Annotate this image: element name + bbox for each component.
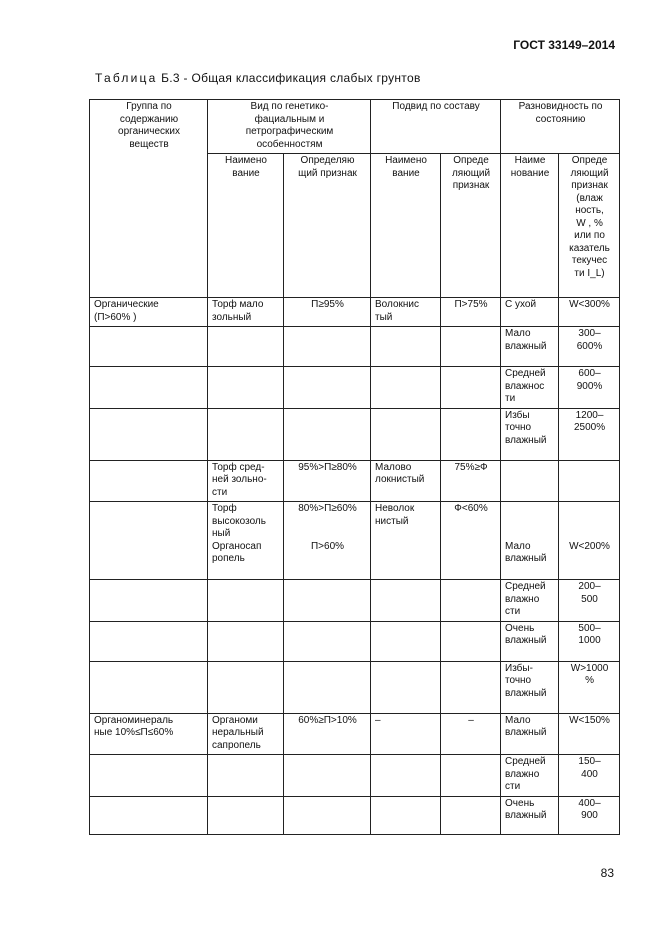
cell-state-name: Избы- точно влажный — [501, 661, 559, 713]
cell-genetic-name — [208, 367, 284, 409]
cell-genetic-name — [208, 621, 284, 661]
cell-state-sign — [559, 460, 620, 502]
table-caption: - Общая классификация слабых грунтов — [179, 71, 421, 85]
cell-composition-sign — [441, 755, 501, 797]
cell-genetic-sign — [284, 408, 371, 460]
cell-group — [90, 460, 208, 502]
cell-composition-sign — [441, 327, 501, 367]
cell-composition-sign — [441, 408, 501, 460]
cell-composition-name: Волокнис тый — [371, 298, 441, 327]
table-row — [90, 298, 620, 327]
cell-group — [90, 408, 208, 460]
cell-genetic-name: Торф мало зольный — [208, 298, 284, 327]
table-row — [90, 755, 620, 797]
cell-state-sign: 150– 400 — [559, 755, 620, 797]
cell-group — [90, 367, 208, 409]
cell-genetic-sign — [284, 621, 371, 661]
table-row — [90, 367, 620, 409]
table-label: Таблица — [95, 71, 158, 85]
cell-state-name: Избы точно влажный — [501, 408, 559, 460]
cell-genetic-sign — [284, 367, 371, 409]
document-header: ГОСТ 33149–2014 — [513, 38, 615, 52]
table-number: Б.3 — [157, 71, 180, 85]
cell-genetic-name: Торф высокозоль ный Органосап ропель — [208, 502, 284, 580]
subheader-genetic-name: Наимено вание — [208, 154, 284, 298]
cell-state-sign: 1200– 2500% — [559, 408, 620, 460]
cell-genetic-sign — [284, 580, 371, 622]
subheader-state-name: Наиме нование — [501, 154, 559, 298]
subheader-composition-name: Наимено вание — [371, 154, 441, 298]
cell-composition-name — [371, 327, 441, 367]
cell-genetic-name — [208, 796, 284, 834]
cell-group — [90, 755, 208, 797]
table-row — [90, 460, 620, 502]
table-row — [90, 621, 620, 661]
cell-composition-name: – — [371, 713, 441, 755]
cell-composition-name — [371, 621, 441, 661]
cell-genetic-sign: 80%>П≥60% П>60% — [284, 502, 371, 580]
cell-state-name — [501, 460, 559, 502]
cell-genetic-name — [208, 661, 284, 713]
cell-composition-name — [371, 796, 441, 834]
table-row — [90, 580, 620, 622]
cell-group: Органоминераль ные 10%≤П≤60% — [90, 713, 208, 755]
cell-state-name: Мало влажный — [501, 713, 559, 755]
table-row — [90, 327, 620, 367]
cell-genetic-sign: 60%≥П>10% — [284, 713, 371, 755]
table-row — [90, 713, 620, 755]
header-composition-subtype: Подвид по составу — [371, 100, 501, 154]
cell-genetic-name — [208, 580, 284, 622]
cell-genetic-name — [208, 408, 284, 460]
cell-genetic-sign: 95%>П≥80% — [284, 460, 371, 502]
cell-state-sign: W>1000 % — [559, 661, 620, 713]
cell-composition-name: Малово локнистый — [371, 460, 441, 502]
cell-composition-name — [371, 408, 441, 460]
cell-genetic-sign — [284, 796, 371, 834]
cell-group — [90, 327, 208, 367]
cell-group — [90, 661, 208, 713]
cell-group — [90, 796, 208, 834]
cell-composition-sign: П>75% — [441, 298, 501, 327]
cell-genetic-name: Органоми неральный сапропель — [208, 713, 284, 755]
cell-genetic-name — [208, 327, 284, 367]
cell-genetic-sign — [284, 327, 371, 367]
cell-composition-sign: 75%≥Ф — [441, 460, 501, 502]
cell-state-name: Мало влажный — [501, 327, 559, 367]
cell-composition-name — [371, 661, 441, 713]
cell-genetic-sign — [284, 755, 371, 797]
page-number: 83 — [600, 866, 614, 880]
cell-composition-sign — [441, 661, 501, 713]
subheader-composition-sign: Опреде ляющий признак — [441, 154, 501, 298]
cell-composition-sign: – — [441, 713, 501, 755]
cell-state-sign: W<300% — [559, 298, 620, 327]
header-state-variety: Разновидность по состоянию — [501, 100, 620, 154]
cell-state-sign: 600– 900% — [559, 367, 620, 409]
cell-genetic-name: Торф сред- ней зольно- сти — [208, 460, 284, 502]
subheader-genetic-sign: Определяю щий признак — [284, 154, 371, 298]
cell-state-name: Очень влажный — [501, 621, 559, 661]
cell-group — [90, 580, 208, 622]
cell-state-name: Средней влажнос ти — [501, 367, 559, 409]
cell-composition-sign: Ф<60% — [441, 502, 501, 580]
cell-state-name: Очень влажный — [501, 796, 559, 834]
cell-state-sign: W<150% — [559, 713, 620, 755]
table-row — [90, 661, 620, 713]
classification-table — [89, 99, 620, 835]
table-row — [90, 502, 620, 580]
cell-state-name: Мало влажный — [501, 502, 559, 580]
cell-composition-sign — [441, 621, 501, 661]
cell-state-sign: 300– 600% — [559, 327, 620, 367]
cell-composition-name — [371, 755, 441, 797]
subheader-state-sign: Опреде ляющий признак (влаж ность, W , % или по казатель текучес ти I_L) — [559, 154, 620, 298]
cell-composition-sign — [441, 580, 501, 622]
cell-state-sign: 200– 500 — [559, 580, 620, 622]
cell-composition-name: Неволок нистый — [371, 502, 441, 580]
cell-state-name: Средней влажно сти — [501, 755, 559, 797]
cell-state-name: Средней влажно сти — [501, 580, 559, 622]
table-row — [90, 408, 620, 460]
table-row — [90, 796, 620, 834]
cell-composition-sign — [441, 367, 501, 409]
cell-composition-name — [371, 367, 441, 409]
header-genetic-type: Вид по генетико- фациальным и петрографическим особенностям — [208, 100, 371, 154]
cell-genetic-name — [208, 755, 284, 797]
cell-group: Органические (П>60% ) — [90, 298, 208, 327]
cell-composition-name — [371, 580, 441, 622]
cell-state-name: С ухой — [501, 298, 559, 327]
cell-state-sign: W<200% — [559, 502, 620, 580]
cell-composition-sign — [441, 796, 501, 834]
cell-group — [90, 621, 208, 661]
cell-genetic-sign: П≥95% — [284, 298, 371, 327]
cell-state-sign: 400– 900 — [559, 796, 620, 834]
cell-state-sign: 500– 1000 — [559, 621, 620, 661]
header-group: Группа по содержанию органических веществ — [90, 100, 208, 298]
table-title — [95, 71, 421, 85]
cell-genetic-sign — [284, 661, 371, 713]
cell-group — [90, 502, 208, 580]
